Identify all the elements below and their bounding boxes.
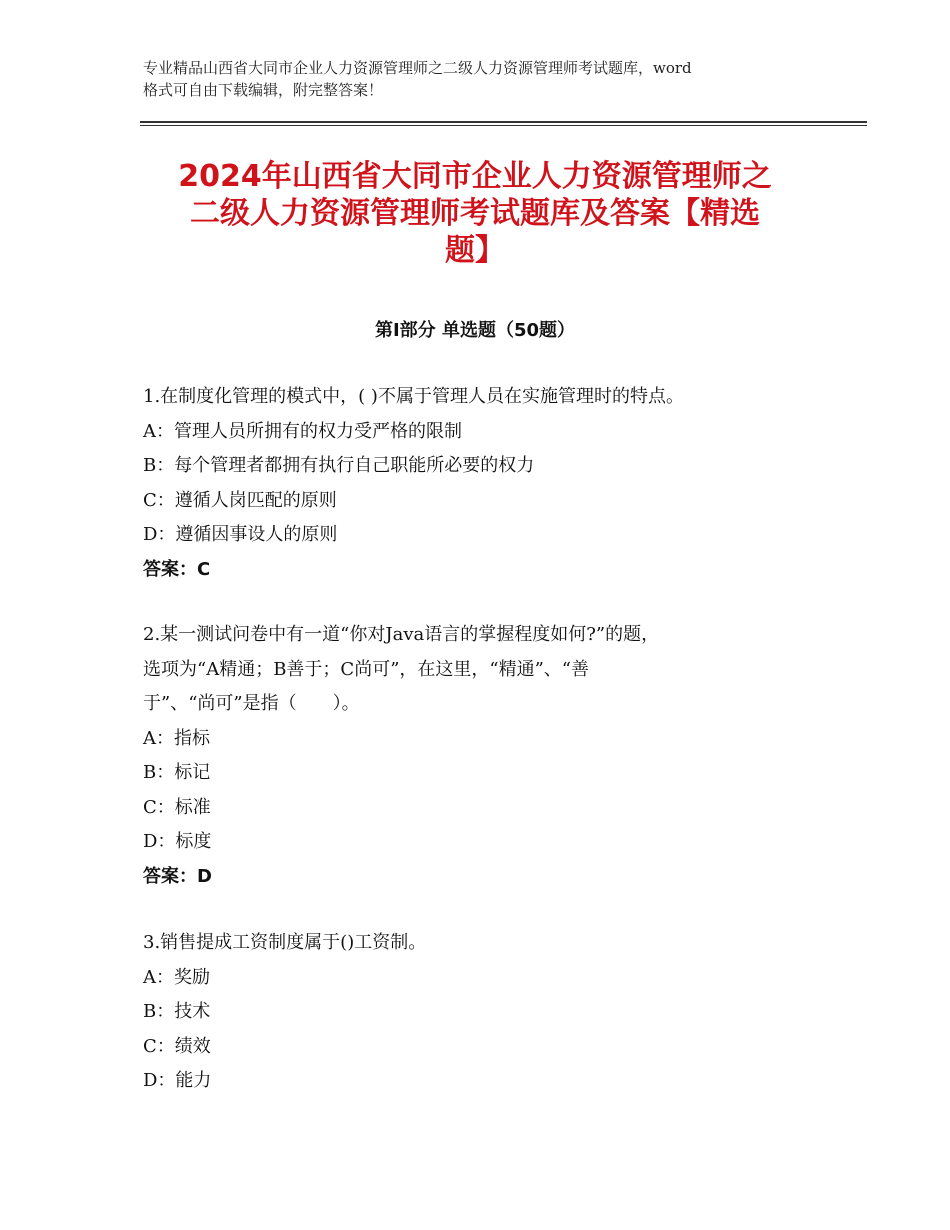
question-stem: 1.在制度化管理的模式中，( )不属于管理人员在实施管理时的特点。 (143, 386, 684, 407)
option-b: B：技术 (143, 1001, 211, 1022)
option-c: C：遵循人岗匹配的原则 (143, 489, 337, 511)
question-3 (143, 926, 823, 1099)
question-1 (143, 380, 823, 587)
question-2 (143, 618, 823, 894)
header-note-line: 专业精品山西省大同市企业人力资源管理师之二级人力资源管理师考试题库，word (143, 59, 692, 77)
option-c: C：绩效 (143, 1035, 211, 1057)
answer: 答案：D (143, 865, 212, 887)
section-heading: 第Ⅰ部分 单选题（50题） (374, 320, 575, 341)
header-divider (140, 121, 867, 123)
header-note (143, 57, 823, 101)
option-a: A：管理人员所拥有的权力受严格的限制 (143, 420, 462, 442)
title-line: 二级人力资源管理师考试题库及答案【精选 (190, 196, 760, 231)
option-c: C：标准 (143, 796, 211, 818)
answer: 答案：C (143, 558, 211, 580)
option-d: D：标度 (143, 831, 212, 852)
question-stem: 于”、“尚可”是指（ ）。 (143, 693, 360, 714)
question-stem: 选项为“A精通；B善于；C尚可”，在这里，“精通”、“善 (143, 658, 590, 680)
option-d: D：能力 (143, 1070, 212, 1091)
header-divider (140, 125, 867, 126)
option-b: B：每个管理者都拥有执行自己职能所必要的权力 (143, 455, 535, 476)
option-a: A：指标 (143, 727, 210, 749)
option-b: B：标记 (143, 762, 211, 783)
question-stem: 2.某一测试问卷中有一道“你对Java语言的掌握程度如何?”的题， (143, 624, 660, 645)
option-d: D：遵循因事设人的原则 (143, 524, 338, 545)
header-note-line: 格式可自由下载编辑，附完整答案！ (143, 81, 384, 99)
title-line: 2024年山西省大同市企业人力资源管理师之 (178, 159, 772, 194)
title-line: 题】 (445, 233, 505, 268)
question-stem: 3.销售提成工资制度属于()工资制。 (143, 932, 427, 953)
option-a: A：奖励 (143, 966, 210, 988)
document-title (140, 158, 810, 269)
